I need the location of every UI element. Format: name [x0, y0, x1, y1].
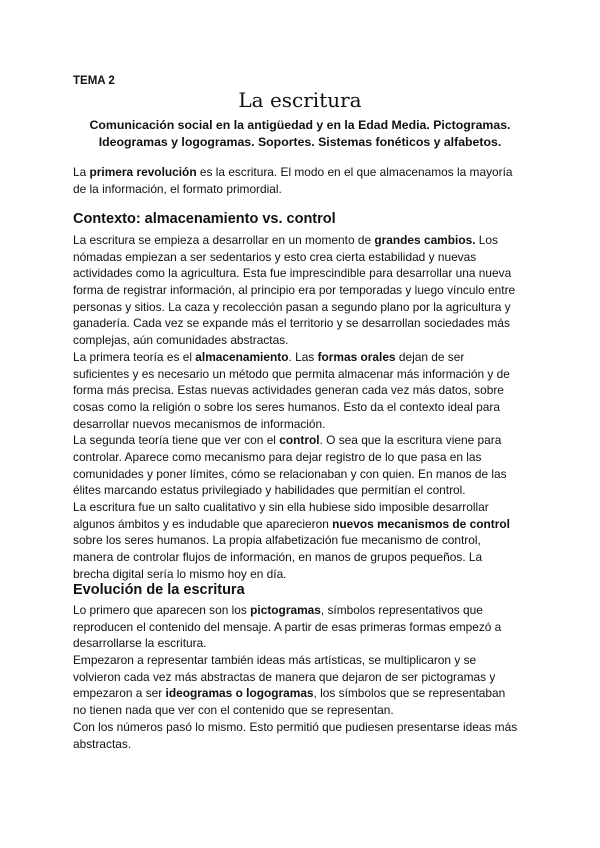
text-line — [73, 635, 517, 652]
text-line — [73, 432, 515, 449]
text: complejas, aún comunidades abstractas. — [73, 333, 289, 348]
section-heading-context: Contexto: almacenamiento vs. control — [73, 211, 336, 227]
text: algunos ámbitos y es indudable que aparecieron — [73, 516, 333, 531]
text-line — [73, 399, 515, 416]
text-line — [73, 619, 517, 636]
text: actividades como la agricultura. Esta fue imprescindible para desarrollar una nueva — [73, 266, 512, 281]
text-line — [73, 282, 515, 299]
text-line — [73, 315, 515, 332]
bold-text: control — [279, 433, 320, 448]
bold-text: almacenamiento — [195, 349, 289, 364]
text: Lo primero que aparecen son los — [73, 603, 251, 617]
text-line — [73, 265, 515, 282]
text: sobre los seres humanos. La propia alfabetización fue mecanismo de control, — [73, 533, 481, 548]
text-line — [73, 366, 515, 383]
text: La escritura fue un salto cualitativo y sin ella hubiese sido imposible desarrollar — [73, 500, 489, 514]
intro-paragraph — [73, 164, 513, 197]
text-line — [73, 332, 515, 349]
text: La escritura se empieza a desarrollar en un momento de — [73, 233, 375, 247]
text: reproducen el contenido del mensaje. A partir de esas primeras formas empezó a — [73, 619, 502, 634]
text-line — [73, 449, 515, 466]
text-line — [73, 566, 515, 583]
text: ganadería. Cada vez se expande más el territorio y se desarrollan sociedades más — [73, 316, 510, 331]
text-line — [73, 652, 517, 669]
topic-label: TEMA 2 — [73, 75, 115, 87]
text-line — [73, 482, 515, 499]
text: desarrollar nuevos mecanismos de información. — [73, 416, 326, 431]
bold-text: ideogramas o logogramas — [165, 686, 314, 701]
text: forma más precisa. Estas nuevas actividades generan cada vez más datos, sobre — [73, 383, 504, 398]
text-line — [73, 466, 515, 483]
text: Los — [475, 233, 498, 247]
text: brecha digital sería lo mismo hoy en día. — [73, 566, 287, 581]
subtitle-line: Ideogramas y logogramas. Soportes. Sistemas fonéticos y alfabetos. — [98, 135, 502, 149]
text-line — [73, 736, 517, 753]
text: de la información, el formato primordial. — [73, 181, 282, 196]
text-line — [73, 164, 513, 181]
text: empezaron a ser — [73, 686, 166, 701]
page-title: La escritura — [238, 88, 362, 112]
text-line — [73, 382, 515, 399]
text: La segunda teoría tiene que ver con el — [73, 433, 280, 448]
text: . Las — [288, 349, 318, 364]
text: cosas como la religión o sobre los seres humanos. Esto da el contexto ideal para — [73, 399, 500, 414]
text: desarrollarse la escritura. — [73, 636, 207, 651]
text-line — [73, 349, 515, 366]
text: , los símbolos que se representaban — [313, 686, 506, 701]
text-line — [73, 249, 515, 266]
bold-text: formas orales — [317, 349, 396, 364]
text-line — [73, 232, 515, 249]
text-line — [73, 416, 515, 433]
text: élites marcando estatus privilegiado y habilidades que permitían el control. — [73, 483, 466, 498]
text: volvieron cada vez más abstractas de manera que dejaron de ser pictogramas y — [73, 669, 496, 684]
text-line — [73, 702, 517, 719]
section-body-evolution — [73, 602, 517, 752]
section-body-context — [73, 232, 515, 582]
text-line — [73, 299, 515, 316]
text: , símbolos representativos que — [320, 603, 483, 617]
text-line — [73, 499, 515, 516]
text: . O sea que la escritura viene para — [319, 433, 502, 448]
text: manera de controlar flujos de información, en manos de grupos pequeños. La — [73, 550, 483, 565]
text-line — [73, 549, 515, 566]
bold-text: primera revolución — [89, 165, 197, 179]
text-line — [73, 181, 513, 198]
text: personas y sitios. La caza y recolección pasan a segundo plano por la agricultura y — [73, 299, 511, 314]
text: abstractas. — [73, 736, 132, 751]
text: no tienen nada que ver con el contenido que se representan. — [73, 703, 394, 718]
text-line — [73, 719, 517, 736]
text: La — [73, 165, 90, 179]
text-line — [73, 516, 515, 533]
text: Con los números pasó lo mismo. Esto permitió que pudiesen presentarse ideas más — [73, 719, 518, 734]
text-line — [73, 685, 517, 702]
text: suficientes y es necesario un método que permita almacenar más información y de — [73, 366, 510, 381]
text: comunidades y poner límites, cómo se relacionaban y con quien. En manos de las — [73, 466, 507, 481]
bold-text: pictogramas — [250, 603, 321, 617]
bold-text: nuevos mecanismos de control — [332, 516, 510, 531]
text: dejan de ser — [395, 349, 465, 364]
text: controlar. Aparece como mecanismo para dejar registro de lo que pasa en las — [73, 449, 482, 464]
text: nómadas empiezan a ser sedentarios y esto crea cierta estabilidad y nuevas — [73, 249, 477, 264]
text-line — [73, 669, 517, 686]
text-line — [73, 532, 515, 549]
subtitle — [0, 117, 600, 151]
section-heading-evolution: Evolución de la escritura — [73, 582, 245, 598]
bold-text: grandes cambios. — [374, 233, 476, 247]
subtitle-line: Comunicación social en la antigüedad y en la Edad Media. Pictogramas. — [89, 118, 511, 132]
text: es la escritura. El modo en el que almacenamos la mayoría — [196, 165, 513, 179]
text: La primera teoría es el — [73, 349, 196, 364]
text: Empezaron a representar también ideas más artísticas, se multiplicaron y se — [73, 653, 477, 668]
text: forma de registrar información, al principio era por temporadas y luego vínculo entre — [73, 283, 516, 298]
text-line — [73, 602, 517, 619]
